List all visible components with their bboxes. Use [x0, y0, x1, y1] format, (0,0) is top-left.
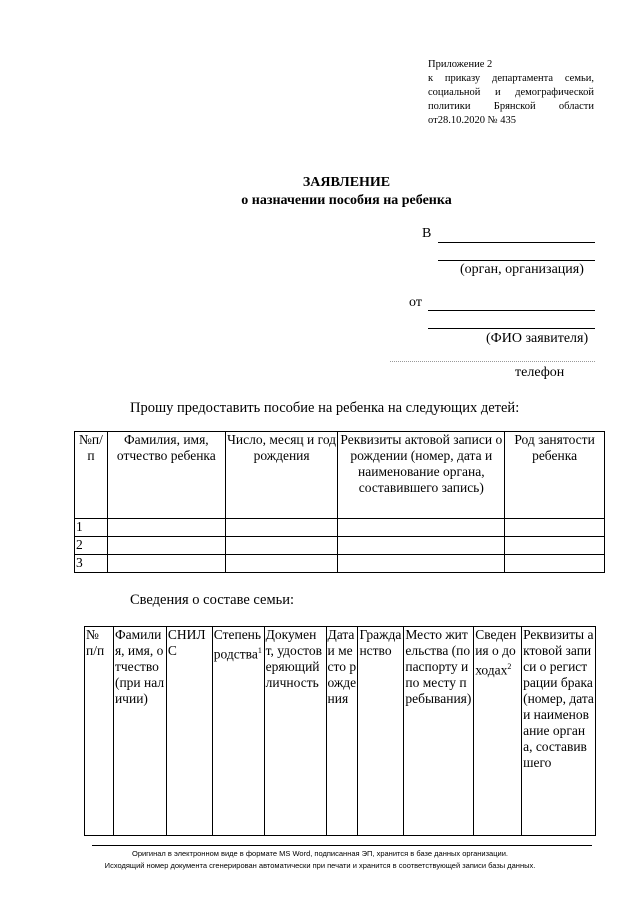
header-cell: Род занятости ребенка — [505, 432, 605, 519]
appendix-line: Приложение 2 — [428, 59, 493, 70]
table-cell[interactable] — [225, 519, 338, 537]
appendix-block — [428, 58, 594, 128]
table-row — [75, 519, 605, 537]
footer-line: Исходящий номер документа сгенерирован автоматически при печати и хранится в соответствующей записи базы данных. — [104, 861, 536, 870]
phone-caption: телефон — [515, 365, 565, 380]
to-label: В — [422, 226, 432, 241]
appendix-line: социальной и демографической — [428, 87, 594, 98]
fio-input-line-2[interactable] — [428, 328, 595, 329]
header-cell: №п/п — [75, 432, 108, 519]
document-subtitle: о назначении пособия на ребенка — [241, 193, 452, 208]
table-cell[interactable] — [107, 537, 225, 555]
header-cell: СНИЛС — [166, 627, 212, 836]
header-cell: № п/п — [85, 627, 114, 836]
table-cell[interactable] — [338, 537, 505, 555]
org-input-line-2[interactable] — [438, 260, 595, 261]
table-cell[interactable] — [338, 555, 505, 573]
document-title: ЗАЯВЛЕНИЕ — [302, 175, 391, 190]
fio-input-line-1[interactable] — [428, 310, 595, 311]
footnote-marker: 2 — [507, 662, 512, 671]
table-cell[interactable] — [225, 537, 338, 555]
row-number: 1 — [75, 519, 108, 537]
header-cell: Гражданство — [358, 627, 404, 836]
family-heading: Сведения о составе семьи: — [130, 592, 295, 608]
table-cell[interactable] — [338, 519, 505, 537]
org-caption: (орган, организация) — [460, 262, 584, 277]
header-cell: Документ, удостоверяющий личность — [264, 627, 326, 836]
from-label: от — [409, 295, 422, 310]
table-row — [75, 555, 605, 573]
table-cell[interactable] — [505, 537, 605, 555]
table-cell[interactable] — [107, 555, 225, 573]
header-cell: Число, месяц и год рождения — [225, 432, 338, 519]
table-cell[interactable] — [505, 555, 605, 573]
table-row — [75, 537, 605, 555]
footer-line: Оригинал в электронном виде в формате MS Word, подписанная ЭП, хранится в базе данных организации. — [131, 849, 508, 858]
family-table — [84, 626, 596, 836]
row-number: 3 — [75, 555, 108, 573]
header-cell: Сведения о доходах$^2$ — [474, 627, 522, 836]
table-cell[interactable] — [225, 555, 338, 573]
appendix-line: к приказу департамента семьи, — [428, 73, 594, 84]
table-cell[interactable] — [107, 519, 225, 537]
fio-caption: (ФИО заявителя) — [486, 331, 589, 346]
header-cell: Фамилия, имя, отчество ребенка — [107, 432, 225, 519]
header-cell: Дата и место рождения — [326, 627, 358, 836]
phone-input-line[interactable] — [390, 361, 595, 362]
header-cell: Фамилия, имя, отчество (при наличии) — [113, 627, 166, 836]
header-cell: Реквизиты актовой записи о регистрации брака (номер, дата и наименование органа, составившего — [522, 627, 596, 836]
header-cell: Реквизиты актовой записи о рождении (номер, дата и наименование органа, составившего запись) — [338, 432, 505, 519]
header-cell: Место жительства (по паспорту и по месту пребывания) — [404, 627, 474, 836]
footer-divider — [92, 845, 592, 846]
table-header-row — [75, 432, 605, 519]
table-cell[interactable] — [505, 519, 605, 537]
children-table — [74, 431, 605, 573]
table-header-row — [85, 627, 596, 836]
request-text: Прошу предоставить пособие на ребенка на следующих детей: — [130, 400, 520, 416]
row-number: 2 — [75, 537, 108, 555]
org-input-line-1[interactable] — [438, 242, 595, 243]
appendix-line: от28.10.2020 № 435 — [428, 115, 516, 126]
appendix-line: политики Брянской области — [428, 101, 594, 112]
footnote-marker: 1 — [257, 646, 262, 655]
header-cell: Степень родства$^1$ — [212, 627, 264, 836]
